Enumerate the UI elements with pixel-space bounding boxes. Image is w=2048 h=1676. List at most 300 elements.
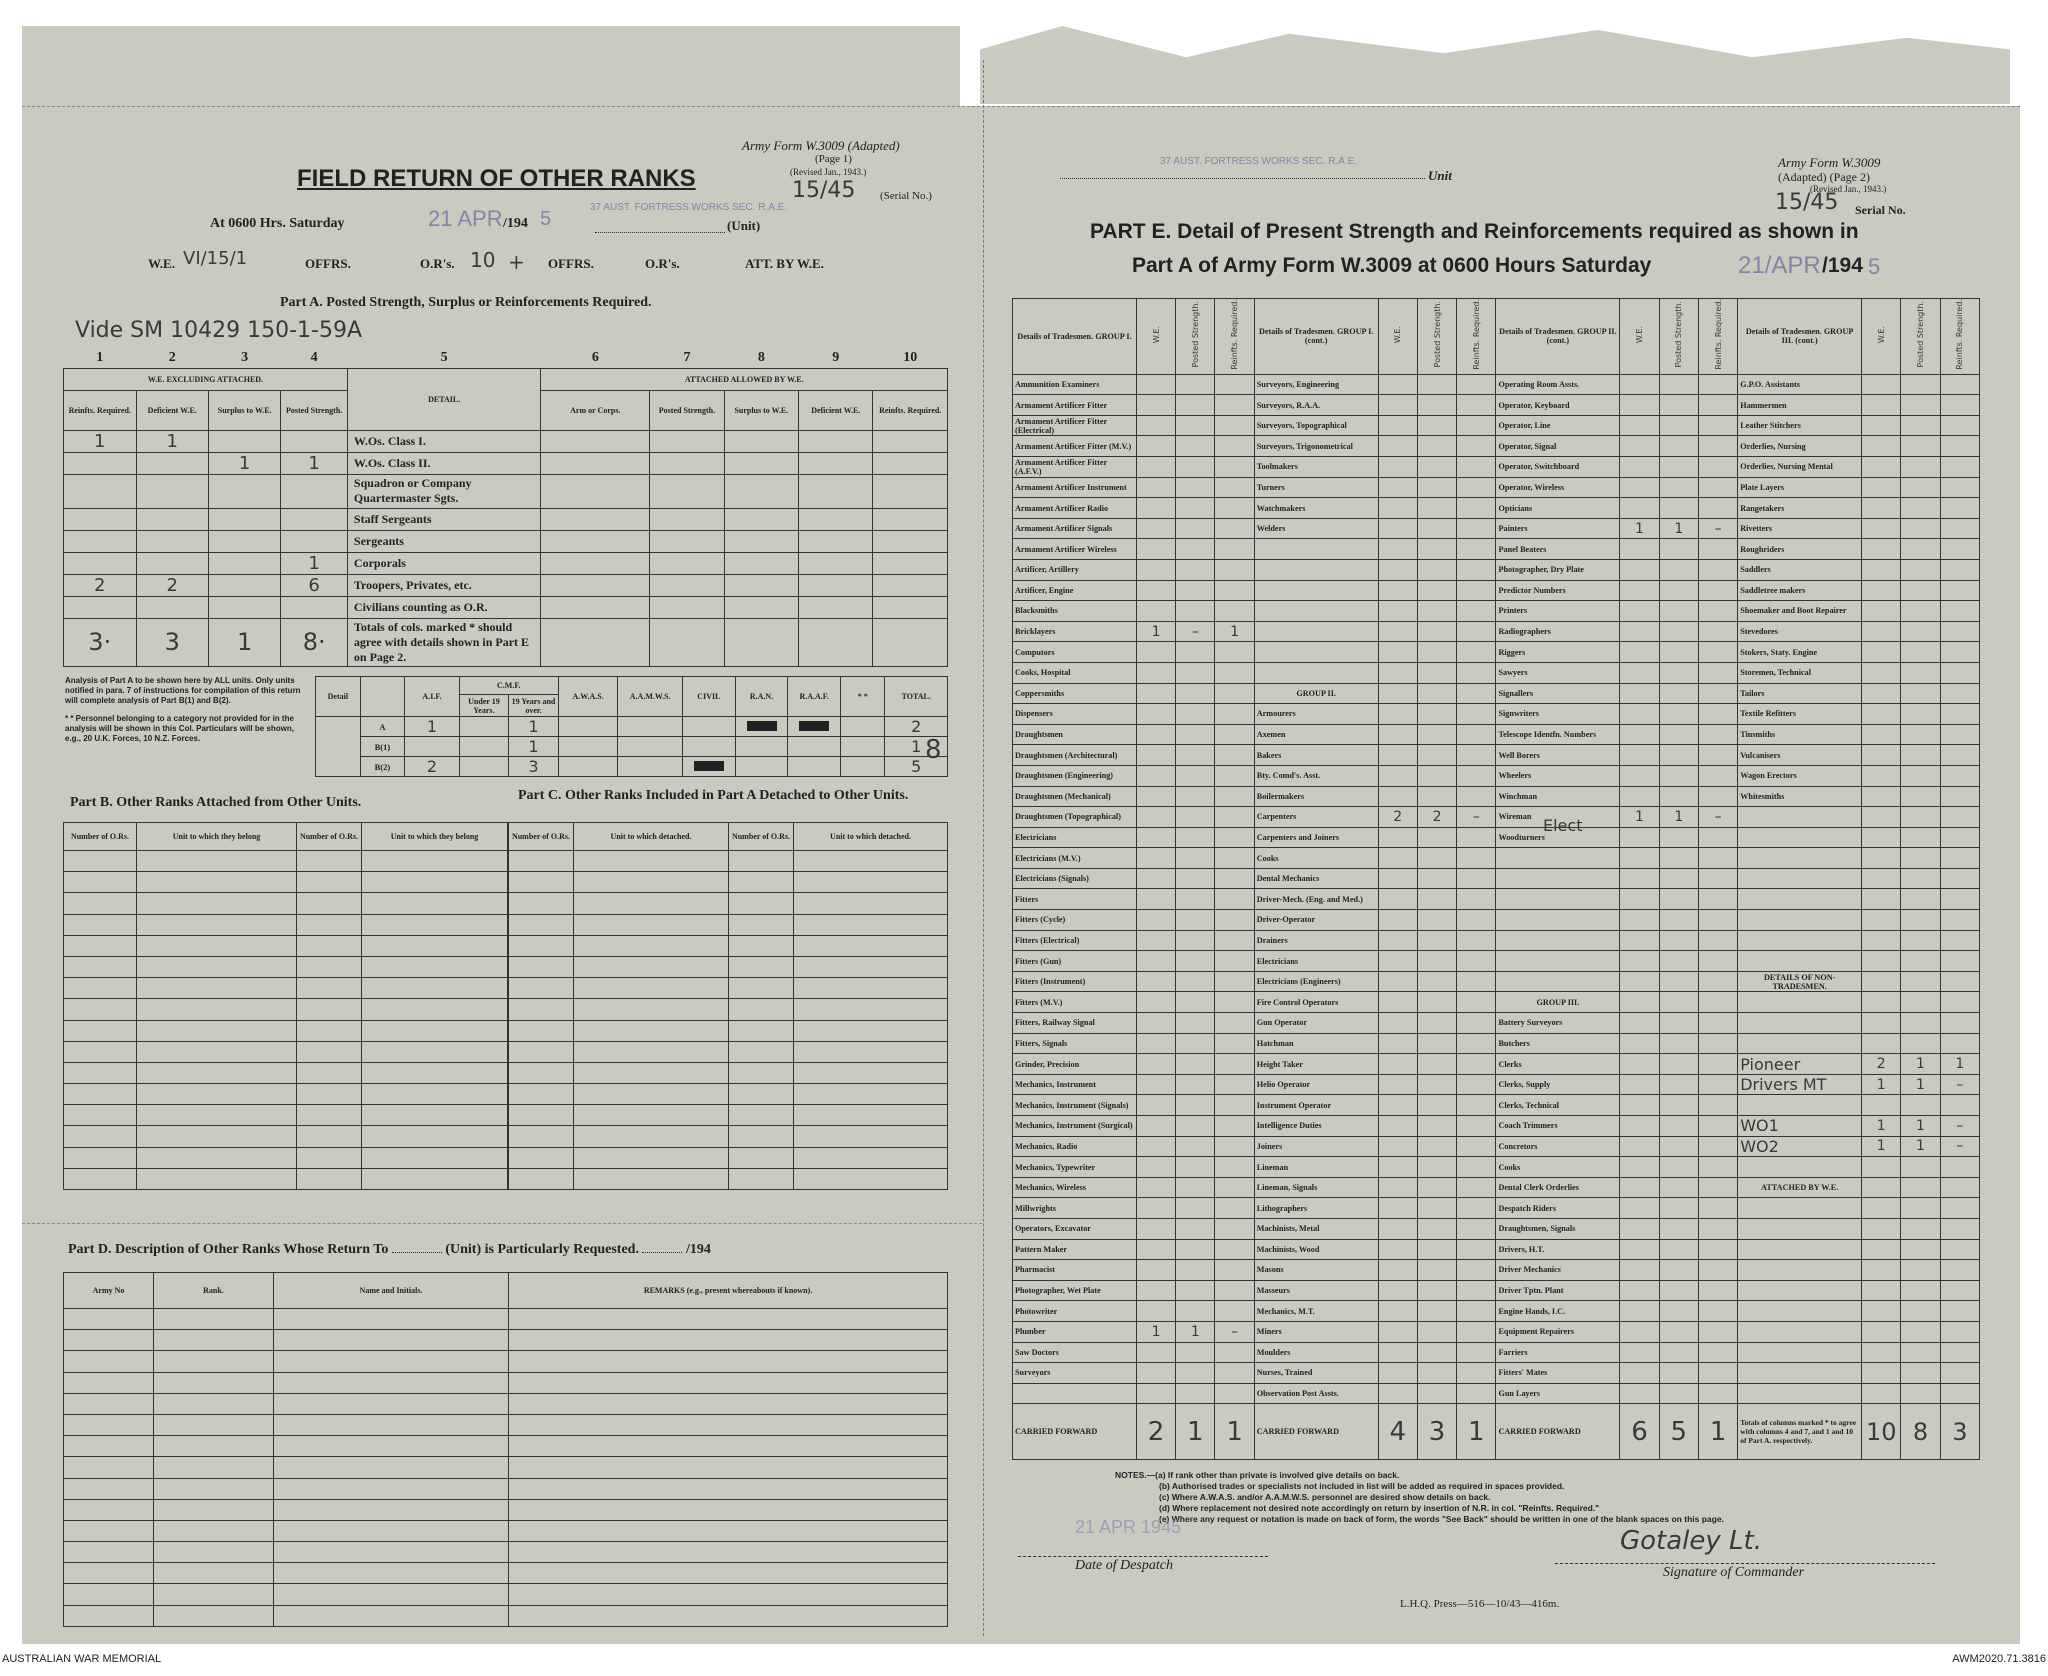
part-e-value: [1136, 745, 1175, 766]
trade-name: Photowriter: [1013, 1301, 1137, 1322]
part-e-row: [1013, 580, 1980, 601]
part-e-value: [1136, 457, 1175, 478]
wireman-note: Elect: [1543, 816, 1583, 835]
perforation-line: [22, 106, 2020, 107]
part-a-detail: Corporals: [347, 552, 540, 574]
part-e-value: [1176, 1280, 1215, 1301]
part-e-value: [1378, 704, 1417, 725]
blank-cell: [137, 1105, 297, 1126]
blank-cell: [297, 1062, 362, 1083]
part-e-row: [1013, 1301, 1980, 1322]
part-e-value: [1176, 683, 1215, 704]
trade-name: [1738, 1157, 1862, 1178]
trade-name: Welders: [1254, 518, 1378, 539]
part-e-value: [1940, 1280, 1979, 1301]
part-a-empty-cell: [541, 618, 650, 666]
part-e-value: [1417, 1260, 1456, 1281]
part-e-value: [1457, 601, 1496, 622]
part-a-cell: 2: [136, 574, 208, 596]
trade-name: Fire Control Operators: [1254, 992, 1378, 1013]
part-a-empty-cell: [873, 530, 948, 552]
unit-stamp: 37 AUST. FORTRESS WORKS SEC. R.A.E.: [590, 202, 788, 213]
part-e-row: [1013, 971, 1980, 992]
part-e-row: [1013, 910, 1980, 931]
part-e-value: [1901, 1301, 1940, 1322]
part-e-value: [1417, 1095, 1456, 1116]
part-e-value: [1698, 724, 1737, 745]
trade-name: Mechanics, Wireless: [1013, 1177, 1137, 1198]
part-e-value: –: [1457, 807, 1496, 828]
part-e-value: [1215, 1013, 1254, 1034]
blank-cell: [297, 1084, 362, 1105]
part-a-empty-cell: [799, 574, 873, 596]
trade-name: [1738, 1383, 1862, 1404]
trade-name: Photographer, Wet Plate: [1013, 1280, 1137, 1301]
part-b-row: [64, 1147, 508, 1168]
part-e-row: [1013, 724, 1980, 745]
col-number: 2: [168, 349, 176, 365]
trade-name: Opticians: [1496, 498, 1620, 519]
analysis-head: CIVIL: [683, 677, 736, 717]
blank-cell: [137, 851, 297, 872]
part-e-value: [1457, 1054, 1496, 1075]
part-e-value: [1620, 992, 1659, 1013]
blank-cell: [729, 1168, 794, 1189]
part-e-value: [1417, 559, 1456, 580]
trade-name: Sawyers: [1496, 662, 1620, 683]
part-a-empty-cell: [541, 552, 650, 574]
part-e-value: [1862, 1177, 1901, 1198]
part-e-value: [1215, 415, 1254, 436]
num-head: W.E.: [1876, 325, 1886, 343]
part-e-value: [1457, 662, 1496, 683]
part-d-table: [63, 1272, 948, 1627]
part-e-value: [1659, 868, 1698, 889]
part-e-value: [1698, 642, 1737, 663]
footer-left: AUSTRALIAN WAR MEMORIAL: [2, 1653, 162, 1665]
col-number: 9: [832, 349, 840, 365]
part-e-value: [1215, 374, 1254, 395]
part-e-value: [1417, 765, 1456, 786]
part-e-value: [1176, 1095, 1215, 1116]
trade-name: Storemen, Technical: [1738, 662, 1862, 683]
part-e-value: [1136, 518, 1175, 539]
part-a-row: [64, 574, 948, 596]
part-e-value: [1659, 1239, 1698, 1260]
part-e-value: 1: [1901, 1136, 1940, 1157]
part-e-value: [1417, 1301, 1456, 1322]
part-e-value: [1940, 1198, 1979, 1219]
cf-value: 3: [1417, 1404, 1456, 1460]
blank-cell: [362, 893, 508, 914]
trade-name: Despatch Riders: [1496, 1198, 1620, 1219]
part-e-value: [1378, 1321, 1417, 1342]
part-e-value: [1457, 498, 1496, 519]
part-e-value: [1659, 951, 1698, 972]
part-a-cell: [136, 474, 208, 508]
part-e-value: [1940, 827, 1979, 848]
part-b-row: [64, 893, 508, 914]
cf-value: 8: [1901, 1404, 1940, 1460]
part-e-value: [1136, 642, 1175, 663]
part-e-value: [1901, 395, 1940, 416]
part-e-value: [1659, 1198, 1698, 1219]
analysis-head: * *: [841, 677, 885, 717]
unit-stamp-2: 37 AUST. FORTRESS WORKS SEC. R.A.E.: [1160, 156, 1358, 167]
part-d-row: [64, 1499, 948, 1520]
part-e-value: [1136, 1033, 1175, 1054]
part-e-value: [1901, 971, 1940, 992]
part-e-value: [1659, 1301, 1698, 1322]
part-b-row: [64, 914, 508, 935]
part-e-value: [1136, 807, 1175, 828]
part-e-value: [1620, 745, 1659, 766]
part-e-value: [1378, 1116, 1417, 1137]
part-e-value: [1378, 621, 1417, 642]
part-e-value: 1: [1659, 518, 1698, 539]
part-e-value: [1457, 930, 1496, 951]
part-a-cell: 8·: [281, 618, 348, 666]
analysis-head: A.I.F.: [405, 677, 459, 717]
part-e-value: [1136, 704, 1175, 725]
blank-cell: [729, 1105, 794, 1126]
part-d-row: [64, 1309, 948, 1330]
part-e-value: [1620, 415, 1659, 436]
part-a-empty-cell: [650, 508, 724, 530]
part-e-row: [1013, 765, 1980, 786]
part-e-value: [1457, 1033, 1496, 1054]
analysis-head: 19 Years and over.: [509, 695, 559, 717]
part-e-value: [1862, 807, 1901, 828]
part-e-row: [1013, 1054, 1980, 1075]
blank-cell: [64, 872, 137, 893]
part-e-value: [1215, 1157, 1254, 1178]
trade-name: Fitters (Electrical): [1013, 930, 1137, 951]
trade-name: Bty. Comd's. Asst.: [1254, 765, 1378, 786]
part-e-value: [1698, 1013, 1737, 1034]
part-b-body: [64, 851, 508, 1190]
trade-name: [1496, 868, 1620, 889]
analysis-empty-cell: [683, 737, 736, 757]
blank-cell: [362, 1084, 508, 1105]
trade-name: [1254, 662, 1378, 683]
part-c-head: Unit to which detached.: [794, 823, 948, 851]
part-d-title-text-2: (Unit) is Particularly Requested.: [445, 1242, 639, 1257]
blank-cell: [509, 872, 574, 893]
part-e-value: [1176, 374, 1215, 395]
part-e-value: [1457, 992, 1496, 1013]
blank-cell: [297, 1168, 362, 1189]
part-e-value: [1659, 601, 1698, 622]
part-e-value: [1136, 498, 1175, 519]
part-e-row: [1013, 436, 1980, 457]
part-a-cell: [208, 430, 280, 452]
part-e-value: [1940, 765, 1979, 786]
redaction-block: [747, 721, 777, 731]
part-e-value: [1215, 539, 1254, 560]
trade-name: Plate Layers: [1738, 477, 1862, 498]
part-e-value: [1378, 642, 1417, 663]
part-e-value: [1901, 848, 1940, 869]
part-e-value: [1620, 498, 1659, 519]
part-e-value: [1136, 786, 1175, 807]
analysis-cell: [459, 737, 509, 757]
trade-name: Miners: [1254, 1321, 1378, 1342]
part-e-value: [1862, 1260, 1901, 1281]
part-e-value: [1862, 1321, 1901, 1342]
part-e-value: [1940, 1260, 1979, 1281]
part-e-value: [1176, 807, 1215, 828]
part-e-value: [1215, 395, 1254, 416]
part-e-value: [1457, 889, 1496, 910]
analysis-row: [316, 717, 948, 737]
blank-cell: [362, 935, 508, 956]
part-e-value: [1620, 704, 1659, 725]
trade-name: [1738, 1198, 1862, 1219]
note-line: (e) Where any request or notation is made on back of form, the words "See Back" should be written in one of the blank spaces on this page.: [1159, 1514, 1724, 1524]
part-e-value: [1136, 827, 1175, 848]
part-e-value: [1940, 580, 1979, 601]
part-e-row: [1013, 1136, 1980, 1157]
part-e-value: [1176, 889, 1215, 910]
blank-cell: [509, 935, 574, 956]
part-b-row: [64, 1126, 508, 1147]
part-b-table: [63, 822, 508, 1190]
blank-cell: [154, 1351, 274, 1372]
unit-line-2: [1060, 178, 1425, 179]
blank-cell: [794, 956, 948, 977]
part-e-value: [1457, 1136, 1496, 1157]
part-e-value: [1417, 868, 1456, 889]
part-a-empty-cell: [541, 474, 650, 508]
part-e-row: [1013, 1095, 1980, 1116]
trade-name: Electricians (Engineers): [1254, 971, 1378, 992]
part-e-value: [1215, 1260, 1254, 1281]
part-a-empty-cell: [724, 430, 798, 452]
part-e-value: [1378, 580, 1417, 601]
part-a-empty-cell: [724, 508, 798, 530]
part-e-value: [1659, 498, 1698, 519]
blank-cell: [574, 851, 729, 872]
trade-name: Draughtsmen (Engineering): [1013, 765, 1137, 786]
trade-name: Lineman: [1254, 1157, 1378, 1178]
trade-name: Fitters' Mates: [1496, 1363, 1620, 1384]
part-e-value: [1417, 1383, 1456, 1404]
blank-cell: [362, 872, 508, 893]
blank-cell: [64, 1393, 154, 1414]
part-e-value: [1940, 1095, 1979, 1116]
part-e-value: [1378, 910, 1417, 931]
trade-name: Draughtsmen (Topographical): [1013, 807, 1137, 828]
part-e-row: [1013, 1177, 1980, 1198]
col-head: Surplus to W.E.: [724, 390, 798, 430]
blank-cell: [509, 1584, 948, 1605]
part-e-value: [1940, 1218, 1979, 1239]
col-number: 4: [310, 349, 318, 365]
blank-cell: [362, 1126, 508, 1147]
part-a-empty-cell: [541, 508, 650, 530]
part-e-value: [1215, 745, 1254, 766]
part-a-empty-cell: [873, 574, 948, 596]
blank-cell: [64, 1062, 137, 1083]
num-head: Reinfts. Required.: [1955, 299, 1965, 370]
analysis-head: R.A.A.F.: [788, 677, 841, 717]
part-e-value: [1136, 765, 1175, 786]
commander-signature: Gotaley Lt.: [1620, 1526, 1762, 1556]
part-b-row: [64, 1105, 508, 1126]
part-e-value: [1659, 683, 1698, 704]
part-e-value: [1136, 601, 1175, 622]
part-e-value: [1698, 1218, 1737, 1239]
part-e-value: [1901, 745, 1940, 766]
part-e-value: [1659, 848, 1698, 869]
part-a-cell: [281, 596, 348, 618]
trade-name: Electricians (M.V.): [1013, 848, 1137, 869]
part-e-value: [1176, 1342, 1215, 1363]
analysis-head: A.W.A.S.: [558, 677, 618, 717]
part-e-value: [1901, 374, 1940, 395]
analysis-total: 1: [885, 737, 948, 757]
part-a-empty-cell: [873, 452, 948, 474]
part-e-value: [1698, 951, 1737, 972]
part-e-value: [1698, 436, 1737, 457]
part-e-value: [1457, 971, 1496, 992]
part-a-empty-cell: [650, 452, 724, 474]
part-e-value: [1417, 683, 1456, 704]
col-number: 1: [96, 349, 104, 365]
blank-cell: [574, 1041, 729, 1062]
blank-cell: [297, 1126, 362, 1147]
part-e-value: [1176, 477, 1215, 498]
trade-name: Machinists, Wood: [1254, 1239, 1378, 1260]
trade-name: Armament Artificer Fitter (A.F.V.): [1013, 457, 1137, 478]
blank-cell: [729, 851, 794, 872]
part-e-value: [1862, 539, 1901, 560]
part-a-empty-cell: [724, 618, 798, 666]
trade-name: WO1: [1738, 1116, 1862, 1137]
part-e-value: [1659, 477, 1698, 498]
blank-cell: [794, 978, 948, 999]
part-e-year: /194: [1822, 254, 1863, 277]
group-head: Details of Tradesmen. GROUP I.: [1013, 299, 1137, 375]
part-a-cell: [64, 508, 137, 530]
part-e-value: 1: [1862, 1116, 1901, 1137]
trade-name: Intelligence Duties: [1254, 1116, 1378, 1137]
part-e-value: [1659, 1363, 1698, 1384]
part-e-value: [1378, 1054, 1417, 1075]
blank-cell: [509, 914, 574, 935]
part-e-value: [1620, 1239, 1659, 1260]
part-e-value: [1176, 1260, 1215, 1281]
part-e-value: [1176, 1033, 1215, 1054]
signature-label: Signature of Commander: [1663, 1565, 1805, 1580]
trade-name: [1254, 621, 1378, 642]
part-e-value: [1176, 1301, 1215, 1322]
part-e-value: [1862, 621, 1901, 642]
part-e-value: [1901, 1342, 1940, 1363]
analysis-head: Detail: [316, 677, 361, 717]
trade-name: Driver-Operator: [1254, 910, 1378, 931]
analysis-total: 2: [885, 717, 948, 737]
part-e-value: [1901, 724, 1940, 745]
blank-cell: [509, 999, 574, 1020]
trade-name: Surveyors: [1013, 1363, 1137, 1384]
part-e-value: [1176, 642, 1215, 663]
part-e-value: [1901, 1095, 1940, 1116]
trade-name: [1738, 848, 1862, 869]
trade-name: Draughtsmen (Architectural): [1013, 745, 1137, 766]
part-b-head: Number of O.Rs.: [64, 823, 137, 851]
trade-name: Fitters, Railway Signal: [1013, 1013, 1137, 1034]
part-e-value: [1136, 1074, 1175, 1095]
part-a-cell: [208, 552, 280, 574]
part-e-title-2: Part A of Army Form W.3009 at 0600 Hours Saturday: [1132, 254, 1652, 277]
part-e-value: 1: [1215, 621, 1254, 642]
blank-cell: [64, 1309, 154, 1330]
part-e-value: [1698, 971, 1737, 992]
part-e-row: [1013, 642, 1980, 663]
analysis-row-label: B(1): [360, 737, 405, 757]
part-e-value: [1215, 1218, 1254, 1239]
analysis-empty-cell: [558, 737, 618, 757]
part-e-value: [1940, 1342, 1979, 1363]
part-e-value: 1: [1862, 1074, 1901, 1095]
part-e-value: [1698, 395, 1737, 416]
part-e-value: [1136, 1013, 1175, 1034]
part-e-value: [1862, 848, 1901, 869]
blank-cell: [64, 1457, 154, 1478]
col-head: Reinfts. Required.: [64, 390, 137, 430]
part-a-detail: Staff Sergeants: [347, 508, 540, 530]
part-e-value: [1862, 1198, 1901, 1219]
part-e-value: [1940, 518, 1979, 539]
part-e-value: [1862, 971, 1901, 992]
part-a-cell: [136, 508, 208, 530]
trade-name: Driver Tptn. Plant: [1496, 1280, 1620, 1301]
trade-name: Moulders: [1254, 1342, 1378, 1363]
part-e-value: [1176, 724, 1215, 745]
trade-name: Computors: [1013, 642, 1137, 663]
trade-name: Carpenters and Joiners: [1254, 827, 1378, 848]
serial-value: 15/45: [792, 178, 856, 203]
trade-name: Draughtsmen, Signals: [1496, 1218, 1620, 1239]
part-e-value: [1620, 1074, 1659, 1095]
part-e-value: [1620, 889, 1659, 910]
part-e-value: [1417, 415, 1456, 436]
part-e-value: [1862, 1033, 1901, 1054]
analysis-head: Under 19 Years.: [459, 695, 509, 717]
ors-value: 10: [470, 248, 496, 272]
blank-cell: [574, 1084, 729, 1105]
part-e-value: [1620, 436, 1659, 457]
blank-cell: [729, 893, 794, 914]
army-form-label: Army Form W.3009 (Adapted): [742, 138, 900, 153]
blank-cell: [154, 1436, 274, 1457]
trade-name: Lithographers: [1254, 1198, 1378, 1219]
blank-cell: [574, 956, 729, 977]
blank-cell: [154, 1414, 274, 1435]
trade-name: Winchman: [1496, 786, 1620, 807]
trade-name: Radiographers: [1496, 621, 1620, 642]
part-e-value: [1176, 848, 1215, 869]
part-e-value: [1457, 951, 1496, 972]
part-e-value: [1176, 1074, 1215, 1095]
part-e-value: [1378, 930, 1417, 951]
trade-name: [1254, 559, 1378, 580]
part-c-row: [509, 1020, 948, 1041]
group-head: Details of Tradesmen. GROUP II. (cont.): [1496, 299, 1620, 375]
part-e-value: [1417, 1136, 1456, 1157]
